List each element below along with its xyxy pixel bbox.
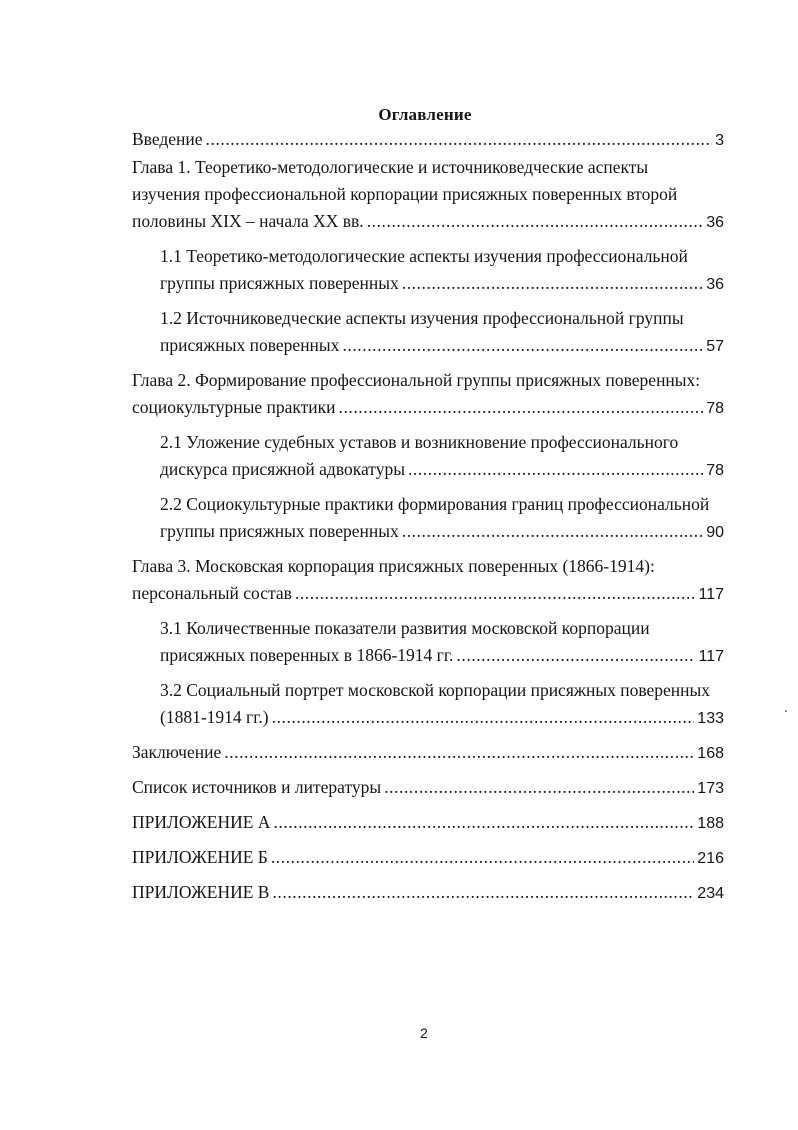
toc-entry-text-line: 2.2 Социокультурные практики формирования границ профессиональной (160, 494, 710, 514)
dot-leader (402, 518, 703, 545)
page-number: 2 (420, 1025, 428, 1041)
dot-leader (272, 704, 695, 731)
dot-leader (273, 809, 694, 836)
toc-entry-text: ПРИЛОЖЕНИЕ А (132, 812, 271, 832)
toc-entry-text: присяжных поверенных (160, 335, 340, 355)
table-of-contents (132, 126, 724, 907)
toc-entry-page: 133 (697, 710, 724, 727)
toc-entry-section-3-2[interactable] (160, 677, 724, 732)
toc-entry-text: Заключение (132, 742, 222, 762)
toc-entry-page: 117 (698, 648, 724, 665)
toc-entry-text: группы присяжных поверенных (160, 273, 399, 293)
dot-leader (339, 394, 704, 421)
toc-entry-page: 173 (697, 780, 724, 797)
toc-entry-text: персональный состав (132, 583, 292, 603)
dot-leader (272, 879, 694, 906)
toc-entry-text-line: 2.1 Уложение судебных уставов и возникновение профессионального (160, 432, 679, 452)
toc-entry-section-1-1[interactable] (160, 243, 724, 298)
toc-entry-text: Введение (132, 129, 203, 149)
toc-entry-text-line: Глава 2. Формирование профессиональной группы присяжных поверенных: (132, 370, 701, 390)
toc-entry-page: 78 (706, 462, 724, 479)
toc-entry-page: 3 (715, 132, 724, 149)
toc-entry-appendix-a[interactable] (132, 809, 724, 837)
toc-entry-page: 78 (706, 400, 724, 417)
dot-leader (384, 774, 694, 801)
toc-entry-section-1-2[interactable] (160, 305, 724, 360)
toc-entry-text: группы присяжных поверенных (160, 521, 399, 541)
toc-entry-text-line: 1.1 Теоретико-методологические аспекты изучения профессиональной (160, 246, 688, 266)
toc-entry-text: дискурса присяжной адвокатуры (160, 459, 405, 479)
toc-entry-text-line: изучения профессиональной корпорации присяжных поверенных второй (132, 184, 678, 204)
toc-entry-text-line: 1.2 Источниковедческие аспекты изучения профессиональной группы (160, 308, 684, 328)
toc-entry-text: присяжных поверенных в 1866-1914 гг. (160, 645, 454, 665)
dot-leader (295, 580, 696, 607)
toc-entry-section-3-1[interactable] (160, 615, 724, 670)
toc-entry-chapter-3[interactable] (132, 553, 724, 608)
toc-title: Оглавление (378, 105, 472, 124)
dot-leader (402, 270, 703, 297)
dot-leader (367, 208, 704, 235)
toc-entry-conclusion[interactable] (132, 739, 724, 767)
toc-entry-page: 188 (697, 815, 724, 832)
dot-leader (224, 739, 694, 766)
toc-entry-text: ПРИЛОЖЕНИЕ Б (132, 847, 268, 867)
dot-leader (271, 844, 694, 871)
toc-entry-appendix-c[interactable] (132, 879, 724, 907)
dot-leader (408, 456, 703, 483)
toc-entry-page: 90 (706, 524, 724, 541)
toc-entry-sources[interactable] (132, 774, 724, 802)
toc-entry-page: 234 (697, 885, 724, 902)
toc-entry-page: 117 (698, 586, 724, 603)
dot-leader (456, 642, 695, 669)
toc-entry-text-line: Глава 3. Московская корпорация присяжных поверенных (1866-1914): (132, 556, 655, 576)
toc-entry-text: социокультурные практики (132, 397, 336, 417)
toc-entry-text: (1881-1914 гг.) (160, 707, 269, 727)
scan-speck (785, 710, 787, 712)
toc-entry-page: 168 (697, 745, 724, 762)
toc-entry-page: 36 (706, 276, 724, 293)
toc-entry-text-line: Глава 1. Теоретико-методологические и источниковедческие аспекты (132, 157, 649, 177)
toc-entry-text-line: 3.1 Количественные показатели развития московской корпорации (160, 618, 650, 638)
toc-entry-page: 216 (697, 850, 724, 867)
toc-entry-section-2-2[interactable] (160, 491, 724, 546)
dot-leader (342, 332, 703, 359)
toc-entry-text-line: 3.2 Социальный портрет московской корпорации присяжных поверенных (160, 680, 711, 700)
toc-entry-text: половины XIX – начала XX вв. (132, 211, 364, 231)
toc-entry-text: Список источников и литературы (132, 777, 382, 797)
toc-entry-introduction[interactable] (132, 126, 724, 154)
toc-entry-chapter-1[interactable] (132, 154, 724, 236)
toc-entry-page: 36 (706, 214, 724, 231)
toc-entry-text: ПРИЛОЖЕНИЕ В (132, 882, 270, 902)
dot-leader (206, 126, 713, 153)
toc-entry-chapter-2[interactable] (132, 367, 724, 422)
toc-entry-section-2-1[interactable] (160, 429, 724, 484)
toc-entry-appendix-b[interactable] (132, 844, 724, 872)
toc-entry-page: 57 (706, 338, 724, 355)
